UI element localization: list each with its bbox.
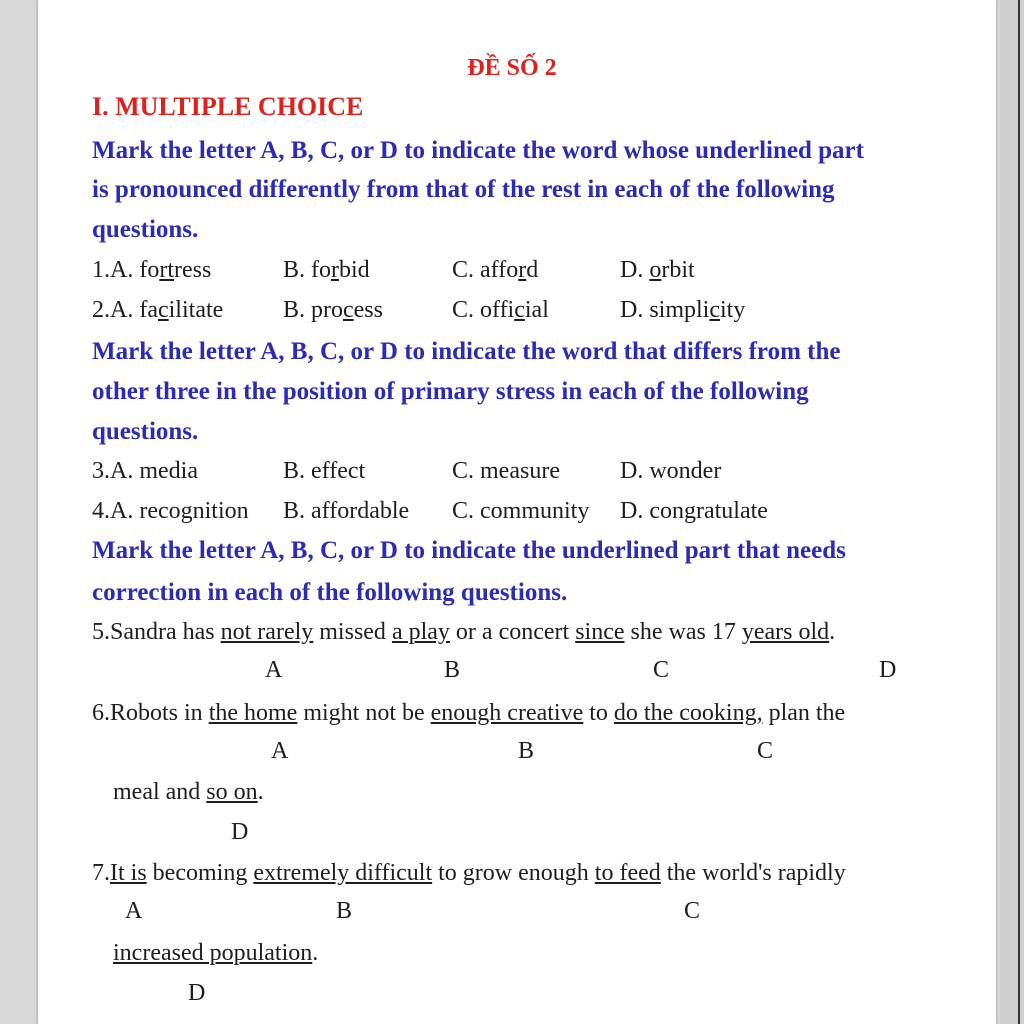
q6-label-c: C (757, 738, 774, 764)
q1-option-b: B. forbid (283, 257, 370, 283)
instruction-line: questions. (92, 418, 199, 445)
q7-sentence: 7.It is becoming extremely difficult to grow enough to feed the world's rapidly (92, 860, 846, 886)
instruction-line: other three in the position of primary stress in each of the following (92, 378, 809, 405)
q2-option-a: 2.A. facilitate (92, 297, 224, 323)
q3-option-d: D. wonder (620, 458, 722, 484)
q4-option-b: B. affordable (283, 498, 410, 524)
q7-sentence-continued: increased population. (113, 940, 319, 966)
q1-option-c: C. afford (452, 257, 539, 283)
q5-label-d: D (879, 657, 897, 683)
q6-sentence: 6.Robots in the home might not be enough creative to do the cooking, plan the (92, 700, 846, 726)
q5-label-a: A (265, 657, 283, 683)
page-title: ĐỀ SỐ 2 (467, 55, 557, 81)
q6-label-a: A (271, 738, 289, 764)
viewer-margin (1000, 0, 1024, 1024)
viewer-border (1018, 0, 1020, 1024)
q7-label-b: B (336, 898, 353, 924)
q3-option-c: C. measure (452, 458, 560, 484)
q2-option-d: D. simplicity (620, 297, 746, 323)
instruction-line: Mark the letter A, B, C, or D to indicate the word that differs from the (92, 338, 841, 365)
instruction-line: Mark the letter A, B, C, or D to indicate the word whose underlined part (92, 137, 864, 164)
instruction-line: is pronounced differently from that of the rest in each of the following (92, 176, 835, 203)
q1-option-a: 1.A. fortress (92, 257, 212, 283)
q4-option-a: 4.A. recognition (92, 498, 249, 524)
q6-label-d: D (231, 819, 249, 845)
q7-label-d: D (188, 980, 206, 1006)
q4-option-d: D. congratulate (620, 498, 768, 524)
q5-label-b: B (444, 657, 461, 683)
q1-option-d: D. orbit (620, 257, 695, 283)
q3-option-a: 3.A. media (92, 458, 198, 484)
q2-option-b: B. process (283, 297, 383, 323)
q5-label-c: C (653, 657, 670, 683)
q7-label-c: C (684, 898, 701, 924)
section-heading: I. MULTIPLE CHOICE (92, 92, 364, 121)
q6-label-b: B (518, 738, 535, 764)
q4-option-c: C. community (452, 498, 590, 524)
q6-sentence-continued: meal and so on. (113, 779, 264, 805)
q3-option-b: B. effect (283, 458, 366, 484)
instruction-line: questions. (92, 216, 199, 243)
q5-sentence: 5.Sandra has not rarely missed a play or a concert since she was 17 years old. (92, 619, 836, 645)
q7-label-a: A (125, 898, 143, 924)
q2-option-c: C. official (452, 297, 549, 323)
instruction-line: correction in each of the following questions. (92, 579, 568, 606)
instruction-line: Mark the letter A, B, C, or D to indicate the underlined part that needs (92, 537, 846, 564)
